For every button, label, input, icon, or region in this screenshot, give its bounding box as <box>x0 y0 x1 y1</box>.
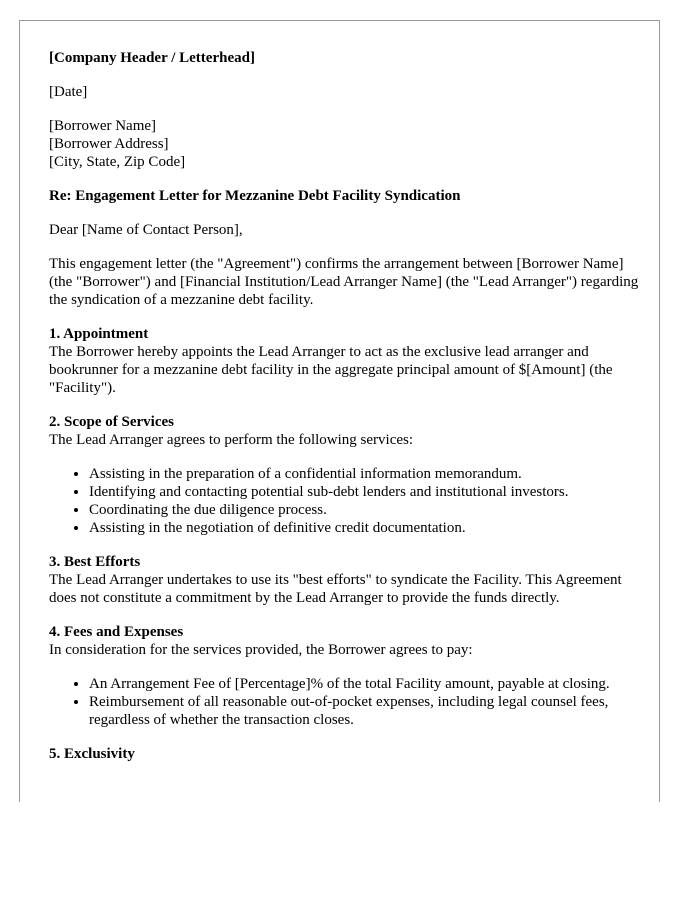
letter-date: [Date] <box>49 84 88 100</box>
borrower-name: [Borrower Name] <box>49 118 157 134</box>
list-item: • Identifying and contacting potential sub-debt lenders and institutional investors. <box>89 483 639 501</box>
fees-list <box>49 675 639 729</box>
section-text: The Lead Arranger agrees to perform the following services: <box>49 432 414 448</box>
section-heading: 5. Exclusivity <box>49 746 135 762</box>
list-item: • An Arrangement Fee of [Percentage]% of the total Facility amount, payable at closing. <box>89 675 639 693</box>
section-appointment <box>49 325 639 397</box>
section-text: The Borrower hereby appoints the Lead Arranger to act as the exclusive lead arranger and bookrunner for a mezzanine debt facility in the aggregate principal amount of $[Amount] (the "Facility"). <box>49 344 613 396</box>
borrower-address-block <box>49 117 639 171</box>
borrower-city: [City, State, Zip Code] <box>49 154 186 170</box>
salutation: Dear [Name of Contact Person], <box>49 222 243 238</box>
letterhead: [Company Header / Letterhead] <box>49 50 255 66</box>
section-text: In consideration for the services provided, the Borrower agrees to pay: <box>49 642 473 658</box>
section-text: The Lead Arranger undertakes to use its "best efforts" to syndicate the Facility. This Agreement does not constitute a commitment by the Lead Arranger to provide the funds directly. <box>49 572 622 606</box>
subject-line: Re: Engagement Letter for Mezzanine Debt Facility Syndication <box>49 188 461 204</box>
section-fees <box>49 623 639 659</box>
list-item: • Assisting in the negotiation of definitive credit documentation. <box>89 519 639 537</box>
section-heading: 1. Appointment <box>49 326 149 342</box>
section-heading: 2. Scope of Services <box>49 414 174 430</box>
letter-content <box>49 49 639 779</box>
section-scope <box>49 413 639 449</box>
section-best-efforts <box>49 553 639 607</box>
section-exclusivity <box>49 745 639 763</box>
letter-page <box>19 20 660 802</box>
section-heading: 4. Fees and Expenses <box>49 624 184 640</box>
scope-services-list <box>49 465 639 537</box>
list-item: • Coordinating the due diligence process. <box>89 501 639 519</box>
section-heading: 3. Best Efforts <box>49 554 141 570</box>
intro-paragraph: This engagement letter (the "Agreement") confirms the arrangement between [Borrower Name] (the "Borrower") and [Financial Institution/Lead Arranger Name] (the "Lead Arranger") regarding the syndication of a mezzanine debt facility. <box>49 256 639 308</box>
borrower-address: [Borrower Address] <box>49 136 169 152</box>
list-item: • Assisting in the preparation of a confidential information memorandum. <box>89 465 639 483</box>
list-item: • Reimbursement of all reasonable out-of-pocket expenses, including legal counsel fees, regardless of whether the transaction closes. <box>89 693 639 729</box>
